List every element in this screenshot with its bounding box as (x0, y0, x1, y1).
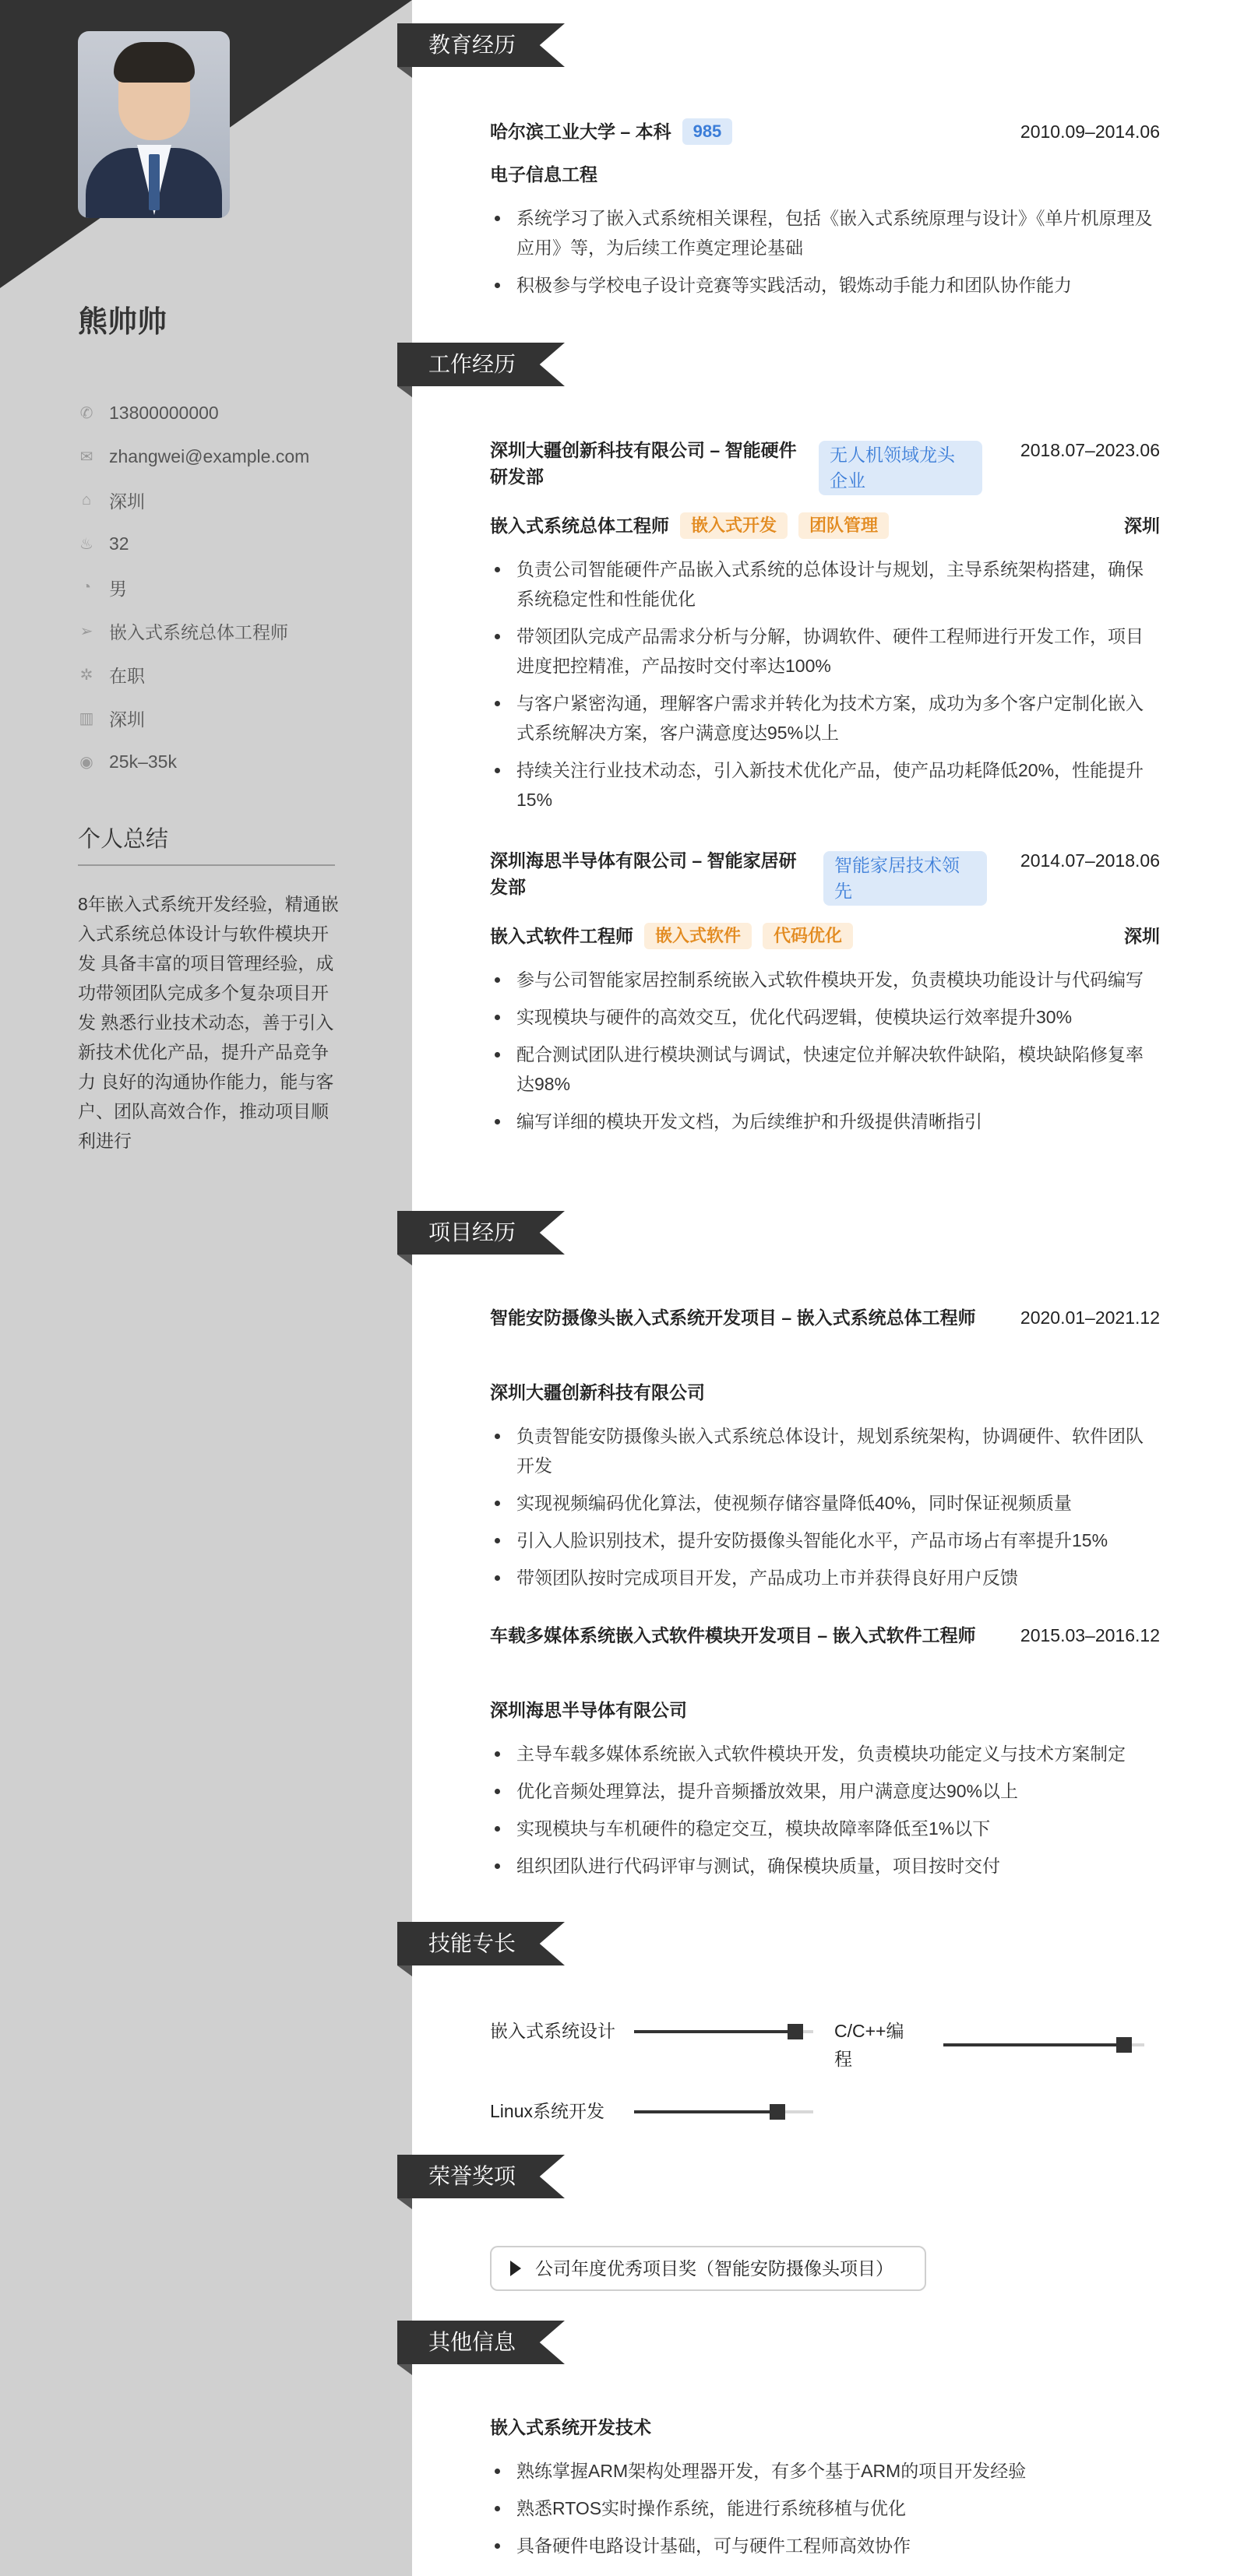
work-bullets-2 (490, 965, 1160, 1144)
section-header-honors (397, 2155, 565, 2201)
section-title: 其他信息 (428, 2330, 516, 2354)
list-item: 配合测试团队进行模块测试与调试，快速定位并解决软件缺陷，模块缺陷修复率达98% (490, 1040, 1160, 1099)
section-title: 项目经历 (428, 1220, 516, 1244)
skill-track (634, 2110, 813, 2113)
list-item: 负责公司智能硬件产品嵌入式系统的总体设计与规划，主导系统架构搭建，确保系统稳定性和性能优化 (490, 554, 1160, 614)
list-item: 具备硬件电路设计基础，可与硬件工程师高效协作 (490, 2531, 1160, 2560)
skill-track (634, 2030, 813, 2033)
edu-badge: 985 (682, 118, 733, 145)
skill-level-marker (770, 2104, 785, 2120)
edu-bullets (490, 203, 1160, 308)
work-role-1: 嵌入式系统总体工程师 嵌入式开发 团队管理 (490, 512, 889, 539)
info-age (78, 528, 129, 559)
section-title: 教育经历 (428, 33, 516, 57)
work-date-1: 2018.07–2023.06 (1020, 440, 1160, 460)
work-company-1: 深圳大疆创新科技有限公司 – 智能硬件研发部 (490, 440, 797, 487)
list-item: 积极参与学校电子设计竞赛等实践活动，锻炼动手能力和团队协作能力 (490, 270, 1160, 300)
info-salary (78, 746, 177, 777)
skill-level-marker (1116, 2037, 1132, 2053)
list-item: 系统学习了嵌入式系统相关课程，包括《嵌入式系统原理与设计》《单片机原理及应用》等，为后续工作奠定理论基础 (490, 203, 1160, 262)
skill-name: C/C++编程 (834, 2021, 904, 2069)
section-header-projects (397, 1211, 565, 1258)
work-company-2: 深圳海思半导体有限公司 – 智能家居研发部 (490, 850, 797, 897)
profile-name: 熊帅帅 (78, 306, 167, 339)
list-item: 熟练掌握ARM架构处理器开发，有多个基于ARM的项目开发经验 (490, 2456, 1160, 2486)
status-icon: ✲ (79, 666, 93, 684)
list-item: 实现模块与车机硬件的稳定交互，模块故障率降低至1%以下 (490, 1814, 1160, 1843)
status-text: 在职 (109, 665, 145, 686)
skill-fill (634, 2030, 795, 2033)
phone-text: 13800000000 (109, 402, 219, 423)
work-city-2: 深圳 (1124, 926, 1160, 946)
city-text: 深圳 (109, 491, 145, 512)
other-bullets (490, 2456, 1160, 2568)
position-text: 嵌入式系统总体工程师 (109, 621, 288, 642)
work-city-text: 深圳 (109, 709, 145, 730)
project-company-1: 深圳大疆创新科技有限公司 (490, 1382, 705, 1402)
info-status (78, 659, 145, 690)
summary-divider (78, 864, 335, 866)
sidebar (0, 0, 412, 2576)
edu-major: 电子信息工程 (490, 164, 597, 185)
skill-fill (634, 2110, 777, 2113)
list-item: 带领团队按时完成项目开发，产品成功上市并获得良好用户反馈 (490, 1563, 1160, 1592)
skill-name: Linux系统开发 (490, 2101, 604, 2121)
project-date-1: 2020.01–2021.12 (1020, 1307, 1160, 1328)
age-text: 32 (109, 533, 129, 554)
info-phone (78, 397, 219, 428)
list-item: 优化音频处理算法，提升音频播放效果，用户满意度达90%以上 (490, 1776, 1160, 1806)
gender-text: 男 (109, 578, 127, 599)
cake-icon: ♨ (79, 535, 93, 553)
section-header-education (397, 23, 565, 70)
work-bullets-1 (490, 554, 1160, 822)
email-text: zhangwei@example.com (109, 445, 310, 466)
section-header-work (397, 343, 565, 389)
skill-level-marker (788, 2024, 803, 2039)
honor-text: 公司年度优秀项目奖（智能安防摄像头项目） (535, 2258, 893, 2279)
honor-item[interactable] (490, 2246, 926, 2291)
work-industry-badge-2: 智能家居技术领先 (823, 851, 987, 906)
list-item: 负责智能安防摄像头嵌入式系统总体设计，规划系统架构，协调硬件、软件团队开发 (490, 1421, 1160, 1480)
salary-icon: ◉ (79, 753, 93, 771)
skill-fill (943, 2043, 1124, 2046)
section-header-skills (397, 1922, 565, 1969)
list-item: 编写详细的模块开发文档，为后续维护和升级提供清晰指引 (490, 1107, 1160, 1136)
list-item: 参与公司智能家居控制系统嵌入式软件模块开发，负责模块功能设计与代码编写 (490, 965, 1160, 994)
salary-text: 25k–35k (109, 751, 177, 772)
list-item: 实现模块与硬件的高效交互，优化代码逻辑，使模块运行效率提升30% (490, 1002, 1160, 1032)
section-title: 技能专长 (428, 1931, 516, 1955)
list-item: 组织团队进行代码评审与测试，确保模块质量，项目按时交付 (490, 1851, 1160, 1881)
work-industry-badge-1: 无人机领域龙头企业 (819, 441, 982, 495)
info-work-city (78, 702, 145, 734)
list-item: 带领团队完成产品需求分析与分解，协调软件、硬件工程师进行开发工作，项目进度把控精准，产品按时交付率达100% (490, 621, 1160, 681)
gender-icon: ◔ (81, 578, 92, 596)
info-position (78, 615, 288, 646)
home-icon: ⌂ (81, 491, 92, 509)
skill-row (490, 2017, 817, 2048)
list-item: 熟悉RTOS实时操作系统，能进行系统移植与优化 (490, 2493, 1160, 2523)
avatar (78, 31, 230, 218)
other-title: 嵌入式系统开发技术 (490, 2417, 651, 2437)
project-bullets-1 (490, 1421, 1160, 1600)
skill-tag: 嵌入式开发 (680, 512, 788, 539)
mail-icon: ✉ (79, 448, 93, 466)
project-bullets-2 (490, 1739, 1160, 1888)
work-role-2: 嵌入式软件工程师 嵌入式软件 代码优化 (490, 923, 853, 949)
skill-row (834, 2017, 1146, 2079)
list-item: 与客户紧密沟通，理解客户需求并转化为技术方案，成功为多个客户定制化嵌入式系统解决方案，客户满意度达95%以上 (490, 688, 1160, 748)
list-item: 实现视频编码优化算法，使视频存储容量降低40%，同时保证视频质量 (490, 1488, 1160, 1518)
project-date-2: 2015.03–2016.12 (1020, 1625, 1160, 1645)
skill-track (943, 2043, 1144, 2046)
project-title-1: 智能安防摄像头嵌入式系统开发项目 – 嵌入式系统总体工程师 (490, 1307, 976, 1328)
skill-tag: 代码优化 (763, 923, 853, 949)
skill-name: 嵌入式系统设计 (490, 2021, 615, 2041)
info-city (78, 484, 145, 516)
list-item: 主导车载多媒体系统嵌入式软件模块开发，负责模块功能定义与技术方案制定 (490, 1739, 1160, 1768)
skill-row (490, 2097, 817, 2128)
play-icon (510, 2261, 521, 2276)
edu-date: 2010.09–2014.06 (1020, 121, 1160, 142)
section-title: 工作经历 (428, 352, 516, 376)
summary-title: 个人总结 (78, 827, 169, 852)
skill-tag: 嵌入式软件 (644, 923, 752, 949)
edu-school: 哈尔滨工业大学 – 本科 985 (490, 118, 732, 145)
skill-tag: 团队管理 (798, 512, 889, 539)
work-city-1: 深圳 (1124, 516, 1160, 536)
section-header-other (397, 2321, 565, 2367)
summary-text: 8年嵌入式系统开发经验，精通嵌入式系统总体设计与软件模块开发 具备丰富的项目管理经验，成功带领团队完成多个复杂项目开发 熟悉行业技术动态，善于引入新技术优化产品，提升产品竞争力 良好的沟通协作能力，能与客户、团队高效合作，推动项目顺利进行 (78, 894, 339, 1151)
project-title-2: 车载多媒体系统嵌入式软件模块开发项目 – 嵌入式软件工程师 (490, 1625, 976, 1645)
info-email (78, 441, 309, 472)
building-icon: ▥ (79, 709, 94, 727)
phone-icon: ✆ (79, 404, 93, 422)
list-item: 持续关注行业技术动态，引入新技术优化产品，使产品功耗降低20%，性能提升15% (490, 755, 1160, 815)
info-gender (78, 572, 127, 603)
send-icon: ➢ (79, 622, 93, 640)
project-company-2: 深圳海思半导体有限公司 (490, 1700, 687, 1720)
list-item: 引入人脸识别技术，提升安防摄像头智能化水平，产品市场占有率提升15% (490, 1526, 1160, 1555)
section-title: 荣誉奖项 (428, 2164, 516, 2188)
work-date-2: 2014.07–2018.06 (1020, 850, 1160, 871)
